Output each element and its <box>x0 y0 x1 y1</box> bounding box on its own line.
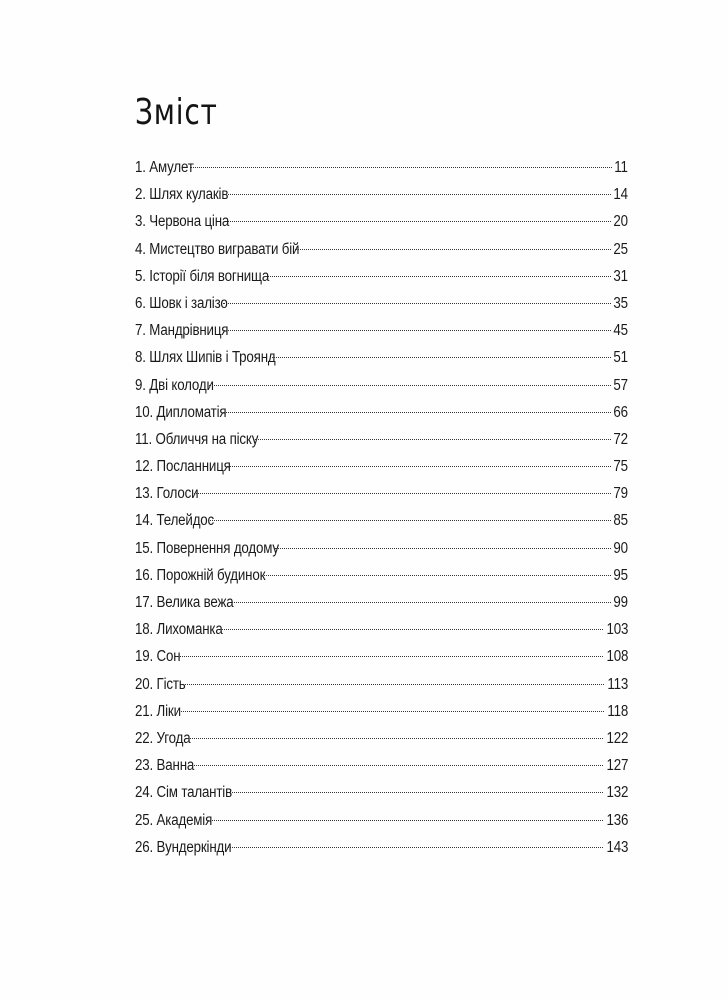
dot-leader <box>190 765 603 766</box>
toc-entry <box>135 453 628 480</box>
dot-leader <box>176 656 603 657</box>
toc-entry-title: 20. Гість <box>135 675 186 693</box>
toc-entry-title: 3. Червона ціна <box>135 213 230 231</box>
toc-entry-page-number: 103 <box>606 621 628 639</box>
dot-leader <box>295 249 610 250</box>
toc-entry-page-number: 118 <box>607 702 628 720</box>
toc-entry-page-number: 132 <box>606 784 628 802</box>
toc-entry-title: 16. Порожній будинок <box>135 566 266 584</box>
toc-entry-page-number: 57 <box>613 376 628 394</box>
toc-entry-title: 10. Дипломатія <box>135 403 227 421</box>
dot-leader <box>208 820 603 821</box>
toc-entry-title: 17. Велика вежа <box>135 594 234 611</box>
toc-entry-title: 15. Повернення додому <box>135 539 279 557</box>
toc-entry-page-number: 66 <box>613 403 628 421</box>
toc-entry-page-number: 108 <box>606 648 628 666</box>
toc-entry <box>135 372 628 399</box>
toc-entry-title: 11. Обличчя на піску <box>135 430 259 448</box>
toc-entry-page-number: 127 <box>606 757 628 775</box>
toc-entry <box>135 671 628 698</box>
page-title: Зміст <box>135 92 218 133</box>
toc-entry <box>135 426 628 453</box>
dot-leader <box>223 412 611 413</box>
toc-entry-title: 14. Телейдос <box>135 512 215 530</box>
toc-entry <box>135 807 628 834</box>
dot-leader <box>229 602 611 603</box>
toc-entry-page-number: 31 <box>613 267 628 285</box>
toc-entry <box>135 643 628 670</box>
toc-entry-page-number: 99 <box>613 594 628 611</box>
toc-entry-page-number: 75 <box>613 458 628 476</box>
dot-leader <box>181 684 604 685</box>
toc-entry-page-number: 90 <box>613 539 628 557</box>
dot-leader <box>228 847 603 848</box>
dot-leader <box>262 575 611 576</box>
toc-entry <box>135 399 628 426</box>
dot-leader <box>190 167 612 168</box>
toc-entry <box>135 834 628 861</box>
toc-entry-page-number: 72 <box>613 430 628 448</box>
toc-entry <box>135 181 628 208</box>
toc-entry <box>135 154 628 181</box>
toc-entry <box>135 317 628 344</box>
toc-entry-title: 13. Голоси <box>135 485 199 503</box>
toc-entry-page-number: 14 <box>613 186 628 204</box>
toc-entry-title: 4. Мистецтво вигравати бій <box>135 240 300 258</box>
toc-entry-title: 25. Академія <box>135 811 213 829</box>
dot-leader <box>209 385 610 386</box>
toc-entry-page-number: 95 <box>613 566 628 584</box>
table-of-contents <box>135 154 628 861</box>
dot-leader <box>187 738 603 739</box>
toc-entry-page-number: 85 <box>613 512 628 530</box>
toc-entry-title: 12. Посланниця <box>135 458 231 476</box>
toc-entry-page-number: 122 <box>606 729 628 747</box>
toc-entry-title: 9. Дві колоди <box>135 376 214 394</box>
toc-entry <box>135 208 628 235</box>
dot-leader <box>227 466 611 467</box>
toc-entry <box>135 507 628 534</box>
toc-entry-title: 26. Вундеркінди <box>135 838 232 856</box>
toc-entry-page-number: 25 <box>613 240 628 258</box>
toc-entry-page-number: 35 <box>613 294 628 312</box>
toc-entry <box>135 562 628 589</box>
toc-entry <box>135 263 628 290</box>
toc-entry-title: 2. Шлях кулаків <box>135 186 229 204</box>
toc-entry-page-number: 20 <box>613 213 628 231</box>
dot-leader <box>177 711 604 712</box>
toc-entry-title: 5. Історії біля вогнища <box>135 267 270 285</box>
toc-entry-page-number: 51 <box>613 349 628 367</box>
toc-entry <box>135 779 628 806</box>
toc-entry-title: 22. Угода <box>135 729 191 747</box>
dot-leader <box>228 792 603 793</box>
toc-entry <box>135 725 628 752</box>
dot-leader <box>275 548 610 549</box>
toc-entry <box>135 616 628 643</box>
toc-entry-title: 7. Мандрівниця <box>135 322 229 340</box>
toc-entry <box>135 344 628 371</box>
dot-leader <box>224 330 611 331</box>
toc-entry-title: 8. Шлях Шипів і Троянд <box>135 349 276 367</box>
toc-entry-title: 19. Сон <box>135 648 181 666</box>
toc-entry-title: 1. Амулет <box>135 159 194 176</box>
toc-entry-page-number: 113 <box>607 675 628 693</box>
toc-entry-page-number: 136 <box>606 811 628 829</box>
dot-leader <box>226 221 611 222</box>
toc-entry-page-number: 143 <box>606 838 628 856</box>
toc-entry-title: 23. Ванна <box>135 757 195 775</box>
dot-leader <box>218 629 603 630</box>
toc-entry <box>135 535 628 562</box>
toc-entry <box>135 589 628 616</box>
toc-entry-page-number: 79 <box>613 485 628 503</box>
toc-entry <box>135 236 628 263</box>
toc-entry-title: 18. Лихоманка <box>135 621 223 639</box>
dot-leader <box>210 520 611 521</box>
toc-entry <box>135 752 628 779</box>
dot-leader <box>272 357 611 358</box>
dot-leader <box>265 276 611 277</box>
dot-leader <box>225 194 611 195</box>
toc-entry <box>135 698 628 725</box>
dot-leader <box>223 303 610 304</box>
toc-entry-page-number: 11 <box>614 159 628 176</box>
dot-leader <box>255 439 611 440</box>
toc-entry-title: 6. Шовк і залізо <box>135 294 228 312</box>
toc-entry-title: 24. Сім талантів <box>135 784 233 802</box>
toc-entry-page-number: 45 <box>613 322 628 340</box>
toc-entry-title: 21. Ліки <box>135 702 181 720</box>
toc-entry <box>135 290 628 317</box>
dot-leader <box>194 493 610 494</box>
toc-entry <box>135 480 628 507</box>
